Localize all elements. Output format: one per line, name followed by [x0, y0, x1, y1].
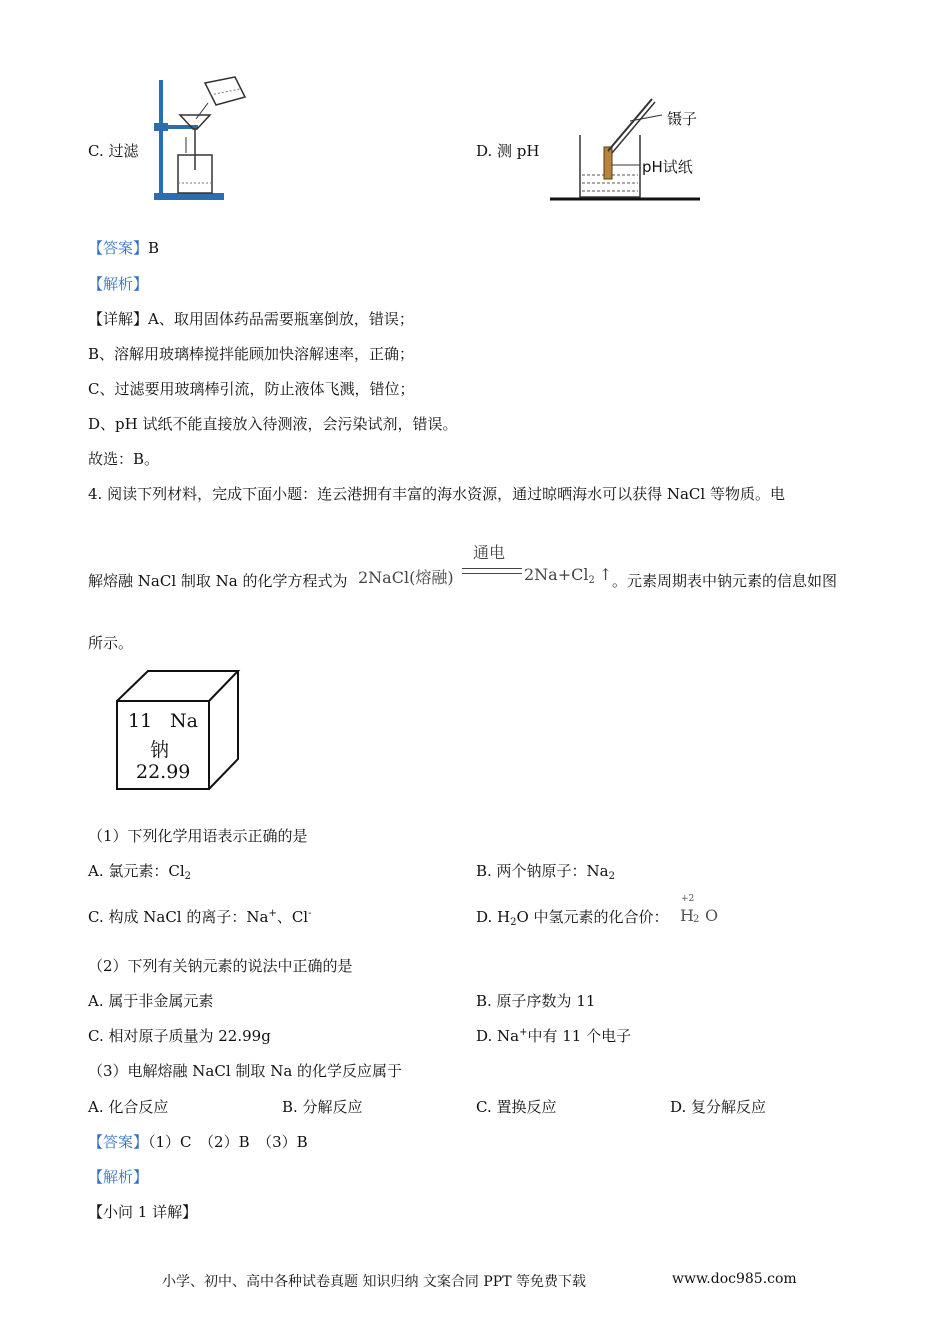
element-name: 钠 [150, 739, 170, 761]
q4-detail-tag: 【小问 1 详解】 [88, 1203, 198, 1221]
q4-intro-line-1: 4. 阅读下列材料，完成下面小题：连云港拥有丰富的海水资源，通过晾晒海水可以获得 NaCl 等物质。电 [88, 485, 785, 503]
option-text: B. 两个钠原子：Na [476, 862, 609, 880]
q3-answer [88, 237, 159, 258]
q4-answer [88, 1131, 308, 1152]
formula-h: H [680, 906, 694, 925]
intro-suffix: 。元素周期表中钠元素的信息如图 [612, 572, 838, 590]
q3-detail-line-2: B、溶解用玻璃棒搅拌能顾加快溶解速率，正确； [88, 345, 415, 363]
tweezer-label: 镊子 [667, 110, 698, 128]
option-sup: - [308, 908, 312, 919]
answer-value: （1）C （2）B （3）B [148, 1133, 308, 1151]
q4-sub2-option-d [476, 1025, 631, 1046]
option-text: C. 构成 NaCl 的离子：Na [88, 908, 269, 926]
option-sub: 2 [510, 917, 517, 928]
q4-sub2-option-c: C. 相对原子质量为 22.99g [88, 1027, 271, 1045]
equation-condition: 通电 [473, 543, 506, 562]
q4-sub1-option-c [88, 906, 312, 927]
q4-sub1-option-b [476, 860, 615, 882]
option-sub: 2 [184, 871, 192, 882]
option-text-suffix: 中有 11 个电子 [527, 1027, 632, 1045]
q4-sub3-option-b: B. 分解反应 [282, 1098, 363, 1116]
q4-sub3-option-a: A. 化合反应 [88, 1098, 169, 1116]
valence-mark: +2 [681, 894, 695, 904]
option-sup: + [519, 1027, 528, 1038]
q4-sub3-stem: （3）电解熔融 NaCl 制取 Na 的化学反应属于 [88, 1062, 403, 1080]
footer-url[interactable]: www.doc985.com [672, 1271, 797, 1287]
product-text: 2Na+Cl [524, 565, 589, 584]
q3-detail-line-1 [88, 308, 414, 329]
option-text-mid: 、Cl [276, 908, 309, 926]
option-text: A. 氯元素：Cl [88, 862, 185, 880]
gas-arrow: ↑ [598, 565, 613, 584]
option-c-label: C. 过滤 [88, 142, 139, 160]
q4-sub2-stem: （2）下列有关钠元素的说法中正确的是 [88, 957, 353, 975]
q4-sub3-option-c: C. 置换反应 [476, 1098, 557, 1116]
equation-product [524, 565, 612, 586]
intro-prefix: 解熔融 NaCl 制取 Na 的化学方程式为 [88, 572, 348, 590]
option-sup: + [268, 908, 277, 919]
equation-equals [462, 568, 522, 574]
element-number: 11 [128, 710, 153, 732]
option-text: D. Na [476, 1027, 520, 1045]
q4-intro-line-2 [88, 570, 347, 591]
option-d-label: D. 测 pH [476, 142, 540, 160]
q4-sub3-option-d: D. 复分解反应 [670, 1098, 767, 1116]
option-text: D. H [476, 908, 511, 926]
filtration-apparatus-figure [150, 75, 250, 205]
q4-sub1-stem: （1）下列化学用语表示正确的是 [88, 827, 308, 845]
q4-sub1-option-a [88, 860, 191, 882]
analysis-tag: 【解析】 [88, 275, 149, 293]
product-sub: 2 [588, 575, 595, 586]
answer-tag: 【答案】 [88, 239, 149, 257]
q4-analysis-tag: 【解析】 [88, 1168, 149, 1186]
q4-sub1-option-d [476, 906, 669, 928]
chemical-equation [358, 540, 623, 590]
q3-detail-line-4: D、pH 试纸不能直接放入待测液，会污染试剂，错误。 [88, 415, 458, 433]
ph-paper-label: pH试纸 [642, 158, 693, 176]
formula-o: O [705, 906, 719, 925]
q4-sub2-option-b: B. 原子序数为 11 [476, 992, 596, 1010]
answer-tag: 【答案】 [88, 1133, 149, 1151]
detail-tag: 【详解】 [88, 310, 149, 328]
option-text-suffix: O 中氢元素的化合价： [516, 908, 669, 926]
q3-conclusion: 故选：B。 [88, 450, 160, 468]
equation-reactant: 2NaCl(熔融) [358, 568, 454, 587]
valence-formula [680, 894, 730, 930]
footer-text: 小学、初中、高中各种试卷真题 知识归纳 文案合同 PPT 等免费下载 [162, 1274, 586, 1290]
formula-sub: 2 [693, 914, 700, 925]
answer-value: B [148, 239, 160, 257]
element-symbol: Na [170, 710, 198, 732]
element-mass: 22.99 [136, 761, 191, 783]
q4-sub2-option-a: A. 属于非金属元素 [88, 992, 214, 1010]
option-sub: 2 [608, 871, 616, 882]
detail-text: A、取用固体药品需要瓶塞倒放，错误； [148, 310, 414, 328]
q3-detail-line-3: C、过滤要用玻璃棒引流，防止液体飞溅，错位； [88, 380, 415, 398]
q4-intro-line-3: 所示。 [88, 634, 134, 652]
